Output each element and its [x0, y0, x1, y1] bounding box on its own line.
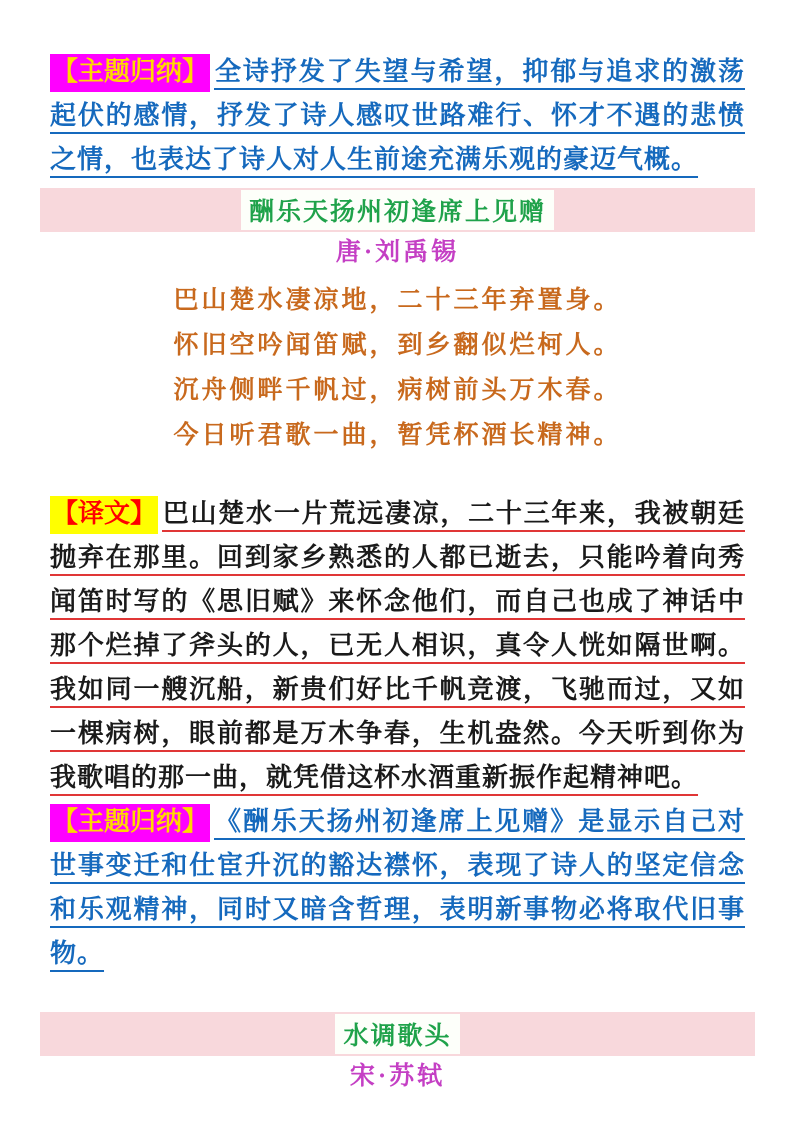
- poem1-line-1: 巴山楚水凄凉地，二十三年弃置身。: [173, 287, 622, 314]
- poem1-line-3: 沉舟侧畔千帆过，病树前头万木春。: [173, 377, 622, 404]
- poem1-title-banner: [40, 188, 755, 232]
- translation-text: 巴山楚水一片荒远凄凉，二十三年来，我被朝廷抛弃在那里。回到家乡熟悉的人都已逝去，只能吟着向秀闻笛时写的《思旧赋》来怀念他们，而自己也成了神话中那个烂掉了斧头的人，已无人相识，真令人恍如隔世啊。我如同一艘沉船，新贵们好比千帆竞渡，飞驰而过，又如一棵病树，眼前都是万木争春，生机盎然。今天听到你为我歌唱的那一曲，就凭借这杯水酒重新振作起精神吧。: [50, 499, 745, 792]
- poem1-line-4: 今日听君歌一曲，暂凭杯酒长精神。: [173, 422, 622, 449]
- translation-label: 【译文】: [50, 496, 158, 534]
- theme-summary-2-label: 【主题归纳】: [50, 804, 210, 842]
- theme-summary-1-label: 【主题归纳】: [50, 54, 210, 92]
- theme-summary-1-text: 全诗抒发了失望与希望，抑郁与追求的激荡起伏的感情，抒发了诗人感叹世路难行、怀才不遇的悲愤之情，也表达了诗人对人生前途充满乐观的豪迈气概。: [50, 57, 745, 174]
- poem1-author: 唐·刘禹锡: [335, 239, 460, 266]
- theme-summary-1: [50, 50, 745, 182]
- poem2-title-banner: [40, 1012, 755, 1056]
- poem1-title: 酬乐天扬州初逢席上见赠: [241, 190, 554, 230]
- poem2-author: 宋·苏轼: [349, 1063, 446, 1090]
- poem1-body: [50, 278, 745, 458]
- theme-summary-2-text: 《酬乐天扬州初逢席上见赠》是显示自己对世事变迁和仕宦升沉的豁达襟怀，表现了诗人的坚定信念和乐观精神，同时又暗含哲理，表明新事物必将取代旧事物。: [50, 807, 745, 968]
- poem1-line-2: 怀旧空吟闻笛赋，到乡翻似烂柯人。: [173, 332, 622, 359]
- theme-summary-2: [50, 800, 745, 976]
- poem2-title: 水调歌头: [335, 1014, 459, 1054]
- translation-paragraph: [50, 492, 745, 800]
